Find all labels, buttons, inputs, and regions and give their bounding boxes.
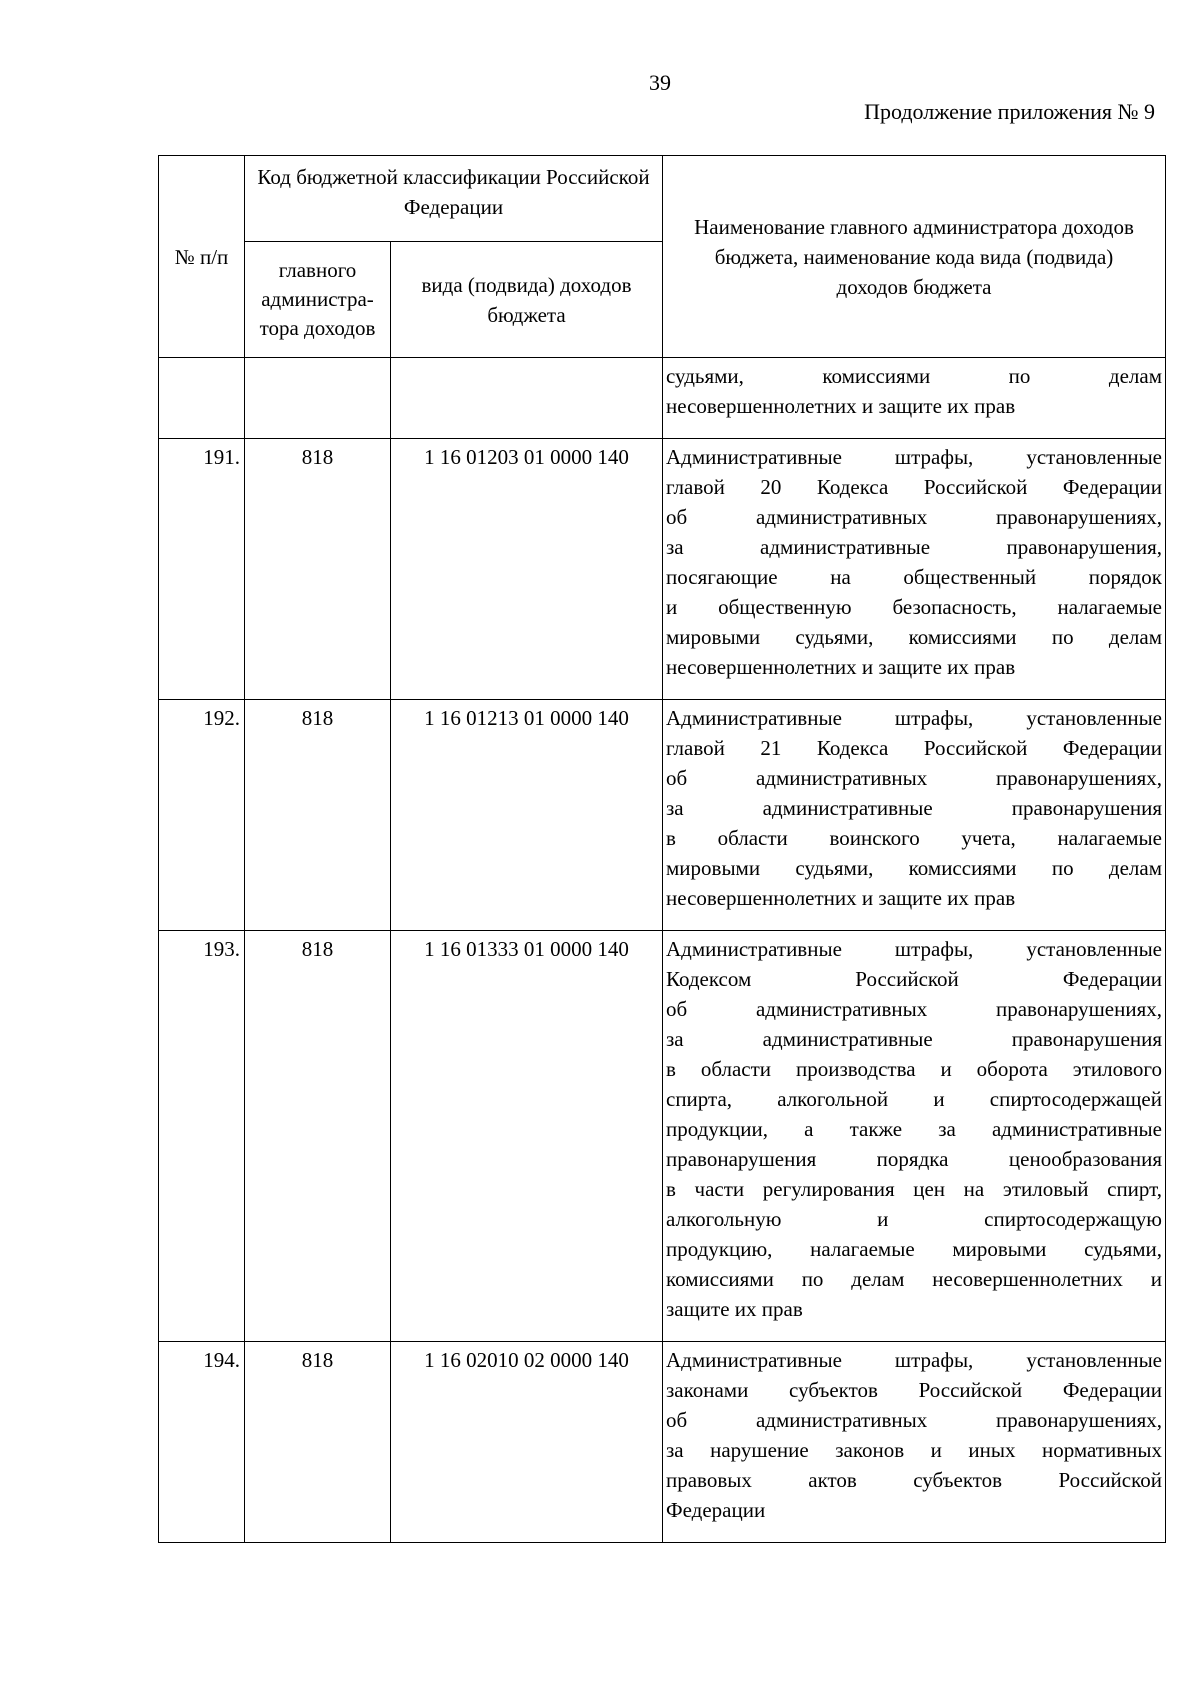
description-line: продукции, а также за административные	[666, 1117, 1162, 1141]
table-row-continuation	[159, 358, 1166, 439]
description-line: за административные правонарушения,	[666, 535, 1162, 559]
description-line: главой 20 Кодекса Российской Федерации	[666, 475, 1162, 499]
budget-classification-table	[158, 155, 1166, 1543]
description-line: законами субъектов Российской Федерации	[666, 1378, 1162, 1402]
description-line: Федерации	[666, 1498, 766, 1522]
appendix-note: Продолжение приложения № 9	[864, 99, 1155, 124]
table-row	[159, 700, 1166, 931]
description-line: за административные правонарушения	[666, 796, 1162, 820]
income-code: 1 16 02010 02 0000 140	[391, 1342, 663, 1543]
description-line: судьями, комиссиями по делам	[666, 364, 1162, 388]
cell-admin	[245, 358, 391, 439]
description-line: комиссиями по делам несовершеннолетних и	[666, 1267, 1162, 1291]
description-line: мировыми судьями, комиссиями по делам	[666, 625, 1162, 649]
table-body	[159, 358, 1166, 1543]
page-number: 39	[649, 70, 671, 95]
cell-number	[159, 358, 245, 439]
description-line: спирта, алкогольной и спиртосодержащей	[666, 1087, 1162, 1111]
income-code: 1 16 01333 01 0000 140	[391, 931, 663, 1342]
table-row	[159, 1342, 1166, 1543]
header-admin-code: главного администра-тора доходов	[245, 242, 391, 358]
income-code: 1 16 01213 01 0000 140	[391, 700, 663, 931]
cell-description	[663, 358, 1166, 439]
description-line: несовершеннолетних и защите их прав	[666, 394, 1016, 418]
admin-code: 818	[245, 439, 391, 700]
description-line: в области производства и оборота этилового	[666, 1057, 1162, 1081]
description-line: несовершеннолетних и защите их прав	[666, 655, 1016, 679]
header-income-kind: вида (подвида) доходов бюджета	[391, 242, 663, 358]
admin-code: 818	[245, 700, 391, 931]
description-line: в части регулирования цен на этиловый спирт,	[666, 1177, 1162, 1201]
income-description	[663, 700, 1166, 931]
admin-code: 818	[245, 1342, 391, 1543]
description-line: и общественную безопасность, налагаемые	[666, 595, 1162, 619]
description-line: алкогольную и спиртосодержащую	[666, 1207, 1162, 1231]
income-description	[663, 931, 1166, 1342]
row-number: 193.	[159, 931, 245, 1342]
header-number: № п/п	[159, 156, 245, 358]
header-name: Наименование главного администратора доходов бюджета, наименование кода вида (подвида) доходов бюджета	[663, 156, 1166, 358]
description-line: защите их прав	[666, 1297, 803, 1321]
row-number: 191.	[159, 439, 245, 700]
description-line: за административные правонарушения	[666, 1027, 1162, 1051]
description-line: мировыми судьями, комиссиями по делам	[666, 856, 1162, 880]
description-line: продукцию, налагаемые мировыми судьями,	[666, 1237, 1162, 1261]
description-line: Административные штрафы, установленные	[666, 445, 1162, 469]
description-line: Кодексом Российской Федерации	[666, 967, 1162, 991]
description-line: правонарушения порядка ценообразования	[666, 1147, 1162, 1171]
income-code: 1 16 01203 01 0000 140	[391, 439, 663, 700]
description-line: в области воинского учета, налагаемые	[666, 826, 1162, 850]
income-description	[663, 439, 1166, 700]
header-code-group: Код бюджетной классификации Российской Федерации	[245, 156, 663, 242]
table-row	[159, 931, 1166, 1342]
income-description	[663, 1342, 1166, 1543]
description-line: посягающие на общественный порядок	[666, 565, 1162, 589]
description-line: об административных правонарушениях,	[666, 766, 1162, 790]
description-line: об административных правонарушениях,	[666, 997, 1162, 1021]
cell-code	[391, 358, 663, 439]
row-number: 192.	[159, 700, 245, 931]
row-number: 194.	[159, 1342, 245, 1543]
description-line: за нарушение законов и иных нормативных	[666, 1438, 1162, 1462]
description-line: несовершеннолетних и защите их прав	[666, 886, 1016, 910]
admin-code: 818	[245, 931, 391, 1342]
description-line: главой 21 Кодекса Российской Федерации	[666, 736, 1162, 760]
description-line: Административные штрафы, установленные	[666, 1348, 1162, 1372]
description-line: Административные штрафы, установленные	[666, 937, 1162, 961]
description-line: Административные штрафы, установленные	[666, 706, 1162, 730]
description-line: об административных правонарушениях,	[666, 505, 1162, 529]
description-line: правовых актов субъектов Российской	[666, 1468, 1162, 1492]
table-header	[159, 156, 1166, 358]
description-line: об административных правонарушениях,	[666, 1408, 1162, 1432]
table-row	[159, 439, 1166, 700]
